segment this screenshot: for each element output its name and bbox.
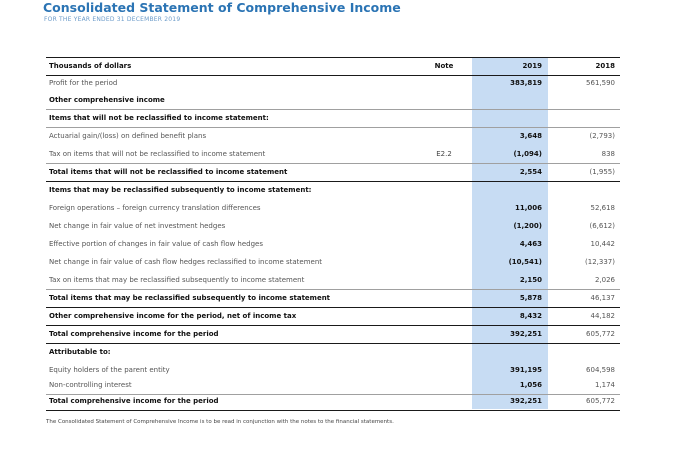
row-value-2018: 2,026	[594, 276, 615, 284]
row-value-2019: 3,648	[519, 132, 542, 140]
statement-footnote: The Consolidated Statement of Comprehensive Income is to be read in conjunction with the notes to the financial statements.	[46, 419, 394, 425]
row-label: Items that will not be reclassified to income statement:	[49, 114, 269, 122]
row-value-2019: 383,819	[510, 79, 542, 87]
table-row	[46, 326, 620, 344]
column-header-note: Note	[434, 62, 454, 70]
row-value-2018: 44,182	[590, 312, 615, 320]
row-value-2018: 605,772	[586, 397, 615, 405]
table-row	[46, 92, 620, 110]
row-label: Tax on items that may be reclassified subsequently to income statement	[49, 276, 305, 284]
row-label: Total comprehensive income for the period	[49, 330, 219, 338]
row-value-2018: (1,955)	[589, 168, 615, 176]
row-value-2019: 1,056	[519, 381, 542, 389]
row-value-2019: 392,251	[510, 397, 542, 405]
table-row	[46, 254, 620, 271]
table-row	[46, 110, 620, 128]
row-label: Total items that may be reclassified subsequently to income statement	[49, 294, 331, 302]
table-row	[46, 164, 620, 182]
table-row	[46, 128, 620, 145]
row-label: Foreign operations – foreign currency translation differences	[49, 204, 261, 212]
row-value-2018: 838	[601, 150, 615, 158]
row-value-2019: (1,094)	[513, 150, 542, 158]
table-row	[46, 308, 620, 326]
row-value-2019: 391,195	[510, 366, 542, 374]
row-label: Non-controlling interest	[49, 381, 132, 389]
row-value-2018: (2,793)	[589, 132, 615, 140]
row-value-2018: 561,590	[586, 79, 615, 87]
row-note: E2.2	[436, 150, 452, 158]
row-label: Effective portion of changes in fair value of cash flow hedges	[49, 240, 264, 248]
row-value-2019: 4,463	[519, 240, 542, 248]
row-label: Items that may be reclassified subsequently to income statement:	[49, 186, 312, 194]
table-row	[46, 200, 620, 217]
income-statement-table	[46, 57, 620, 411]
column-header-2018: 2018	[595, 62, 615, 70]
row-value-2019: 8,432	[519, 312, 542, 320]
row-label: Tax on items that will not be reclassified to income statement	[49, 150, 266, 158]
row-value-2018: 52,618	[590, 204, 615, 212]
row-value-2019: 2,150	[519, 276, 542, 284]
row-value-2019: 392,251	[510, 330, 542, 338]
table-row	[46, 75, 620, 92]
row-label: Total items that will not be reclassified to income statement	[49, 168, 288, 176]
row-label: Actuarial gain/(loss) on defined benefit plans	[49, 132, 207, 140]
row-label: Net change in fair value of net investment hedges	[49, 222, 226, 230]
row-label: Equity holders of the parent entity	[49, 366, 170, 374]
row-value-2019: 5,878	[519, 294, 542, 302]
row-value-2018: 46,137	[590, 294, 615, 302]
row-label: Profit for the period	[49, 79, 118, 87]
column-header-2019: 2019	[522, 62, 542, 70]
row-value-2018: 1,174	[594, 381, 615, 389]
row-value-2018: 10,442	[590, 240, 615, 248]
row-label: Attributable to:	[49, 348, 111, 356]
row-value-2018: (12,337)	[585, 258, 615, 266]
row-label: Other comprehensive income	[49, 96, 165, 104]
table-header-row	[46, 57, 620, 76]
statement-period: FOR THE YEAR ENDED 31 DECEMBER 2019	[44, 16, 181, 23]
table-row	[46, 344, 620, 361]
column-header-label: Thousands of dollars	[49, 62, 132, 70]
table-row	[46, 393, 620, 411]
table-row	[46, 236, 620, 253]
row-value-2018: 605,772	[586, 330, 615, 338]
row-label: Total comprehensive income for the period	[49, 397, 219, 405]
table-row	[46, 182, 620, 199]
statement-title: Consolidated Statement of Comprehensive Income	[43, 0, 401, 15]
row-value-2019: 2,554	[519, 168, 542, 176]
row-value-2019: 11,006	[514, 204, 542, 212]
row-value-2019: (10,541)	[508, 258, 542, 266]
table-row	[46, 218, 620, 235]
row-label: Net change in fair value of cash flow hedges reclassified to income statement	[49, 258, 323, 266]
table-row	[46, 290, 620, 308]
row-label: Other comprehensive income for the period, net of income tax	[49, 312, 297, 320]
table-row	[46, 146, 620, 164]
table-row	[46, 272, 620, 290]
row-value-2019: (1,200)	[513, 222, 542, 230]
row-value-2018: 604,598	[586, 366, 615, 374]
row-value-2018: (6,612)	[589, 222, 615, 230]
